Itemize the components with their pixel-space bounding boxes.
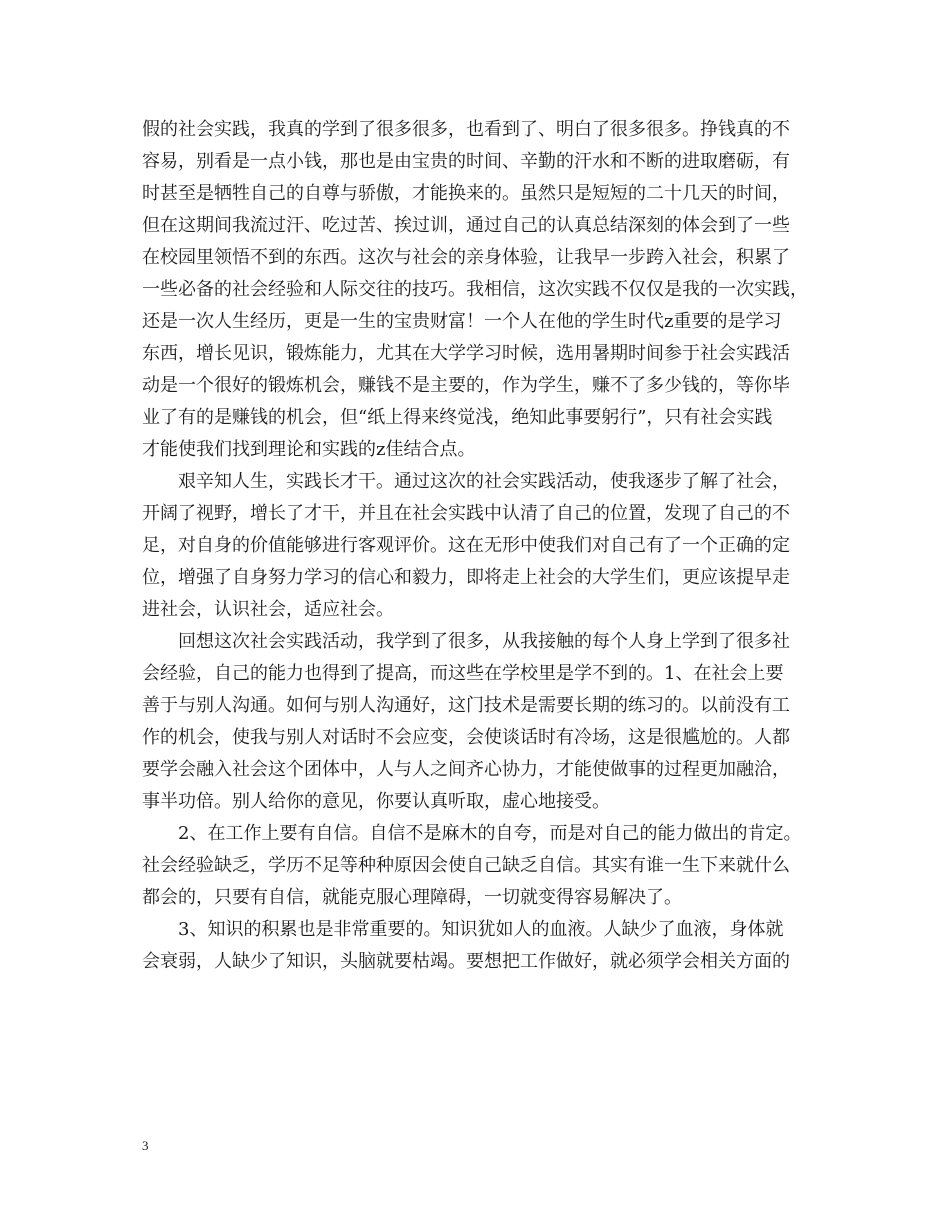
text-line: 足，对自身的价值能够进行客观评价。这在无形中使我们对自己有了一个正确的定 bbox=[142, 535, 790, 556]
text-line: 一些必备的社会经验和人际交往的技巧。我相信，这次实践不仅仅是我的一次实践， bbox=[142, 279, 808, 300]
text-line: 业了有的是赚钱的机会，但“纸上得来终觉浅，绝知此事要躬行”，只有社会实践 bbox=[142, 407, 773, 428]
text-line: 才能使我们找到理论和实践的z佳结合点。 bbox=[142, 439, 476, 460]
text-line: 动是一个很好的锻炼机会，赚钱不是主要的，作为学生，赚不了多少钱的，等你毕 bbox=[142, 375, 790, 396]
body-text bbox=[142, 114, 832, 978]
text-line: 事半功倍。别人给你的意见，你要认真听取，虚心地接受。 bbox=[142, 791, 610, 812]
text-line: 要学会融入社会这个团体中，人与人之间齐心协力，才能使做事的过程更加融洽， bbox=[142, 759, 790, 780]
text-line: 在校园里领悟不到的东西。这次与社会的亲身体验，让我早一步跨入社会，积累了 bbox=[142, 247, 790, 268]
text-line: 都会的，只要有自信，就能克服心理障碍，一切就变得容易解决了。 bbox=[142, 887, 682, 908]
text-line: 还是一次人生经历，更是一生的宝贵财富！一个人在他的学生时代z重要的是学习 bbox=[142, 311, 782, 332]
paragraph-start-line: 3、知识的积累也是非常重要的。知识犹如人的血液。人缺少了血液，身体就 bbox=[178, 919, 784, 940]
text-line: 进社会，认识社会，适应社会。 bbox=[142, 599, 394, 620]
text-line: 时甚至是牺牲自己的自尊与骄傲，才能换来的。虽然只是短短的二十几天的时间， bbox=[142, 183, 790, 204]
paragraph-start-line: 回想这次社会实践活动，我学到了很多，从我接触的每个人身上学到了很多社 bbox=[178, 631, 790, 652]
text-line: 开阔了视野，增长了才干，并且在社会实践中认清了自己的位置，发现了自己的不 bbox=[142, 503, 790, 524]
text-line: 作的机会，使我与别人对话时不会应变，会使谈话时有冷场，这是很尴尬的。人都 bbox=[142, 727, 790, 748]
text-line: 但在这期间我流过汗、吃过苦、挨过训，通过自己的认真总结深刻的体会到了一些 bbox=[142, 215, 790, 236]
text-line: 会经验，自己的能力也得到了提高，而这些在学校里是学不到的。1、在社会上要 bbox=[142, 663, 784, 684]
text-line: 假的社会实践，我真的学到了很多很多，也看到了、明白了很多很多。挣钱真的不 bbox=[142, 119, 790, 140]
text-line: 社会经验缺乏，学历不足等种种原因会使自己缺乏自信。其实有谁一生下来就什么 bbox=[142, 855, 790, 876]
text-line: 位，增强了自身努力学习的信心和毅力，即将走上社会的大学生们，更应该提早走 bbox=[142, 567, 790, 588]
text-line: 善于与别人沟通。如何与别人沟通好，这门技术是需要长期的练习的。以前没有工 bbox=[142, 695, 790, 716]
paragraph-start-line: 艰辛知人生，实践长才干。通过这次的社会实践活动，使我逐步了解了社会， bbox=[178, 471, 790, 492]
paragraph-start-line: 2、在工作上要有自信。自信不是麻木的自夸，而是对自己的能力做出的肯定。 bbox=[178, 823, 802, 844]
page-number: 3 bbox=[142, 1138, 149, 1153]
text-line: 会衰弱，人缺少了知识，头脑就要枯竭。要想把工作做好，就必须学会相关方面的 bbox=[142, 951, 790, 972]
text-line: 东西，增长见识，锻炼能力，尤其在大学学习时候，选用暑期时间参于社会实践活 bbox=[142, 343, 790, 364]
text-line: 容易，别看是一点小钱，那也是由宝贵的时间、辛勤的汗水和不断的进取磨砺，有 bbox=[142, 151, 790, 172]
